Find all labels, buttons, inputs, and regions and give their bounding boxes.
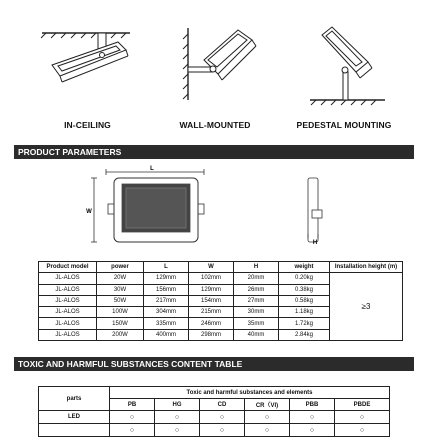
col-w: W: [189, 262, 234, 273]
col-weight: weight: [279, 262, 330, 273]
mounting-options: [0, 0, 430, 140]
cell-w: 246mm: [189, 318, 234, 329]
cell-h: 26mm: [234, 284, 279, 295]
in-ceiling-illustration: [41, 33, 130, 82]
col-pb: PB: [110, 399, 155, 411]
product-parameters-table: [38, 261, 403, 341]
mounting-illustrations: [0, 0, 430, 115]
cell-mark: ○: [200, 424, 245, 437]
dimension-drawing: [80, 164, 340, 246]
col-pbde: PBDE: [335, 399, 390, 411]
toxic-substances-header: TOXIC AND HARMFUL SUBSTANCES CONTENT TABLE: [14, 357, 414, 371]
cell-install-height: ≥3: [330, 273, 403, 341]
cell-mark: ○: [155, 411, 200, 424]
cell-w: 102mm: [189, 273, 234, 284]
cell-power: 20W: [97, 273, 144, 284]
in-ceiling-label: IN-CEILING: [64, 120, 111, 130]
product-parameters-header: PRODUCT PARAMETERS: [14, 145, 414, 159]
cell-h: 27mm: [234, 295, 279, 306]
cell-weight: 0.20kg: [279, 273, 330, 284]
col-product-model: Product model: [39, 262, 97, 273]
cell-model: JL-ALOS: [39, 284, 97, 295]
cell-w: 215mm: [189, 307, 234, 318]
cell-model: JL-ALOS: [39, 318, 97, 329]
cell-l: 156mm: [144, 284, 189, 295]
col-cr-vi: CR（VI): [245, 399, 290, 411]
col-hg: HG: [155, 399, 200, 411]
cell-weight: 0.58kg: [279, 295, 330, 306]
toxic-group-header-row: [39, 387, 390, 399]
cell-model: JL-ALOS: [39, 295, 97, 306]
wall-mounted-illustration: [183, 28, 256, 100]
pedestal-mounting-label: PEDESTAL MOUNTING: [296, 120, 392, 130]
cell-weight: 2.84kg: [279, 329, 330, 340]
col-installation-height: Installation height (m): [330, 262, 403, 273]
cell-part: [39, 424, 110, 437]
cell-power: 150W: [97, 318, 144, 329]
cell-weight: 1.72kg: [279, 318, 330, 329]
cell-w: 298mm: [189, 329, 234, 340]
col-cd: CD: [200, 399, 245, 411]
cell-weight: 1.18kg: [279, 307, 330, 318]
cell-weight: 0.38kg: [279, 284, 330, 295]
height-dim-label: H: [312, 240, 318, 246]
cell-power: 200W: [97, 329, 144, 340]
cell-mark: ○: [335, 424, 390, 437]
cell-mark: ○: [335, 411, 390, 424]
table-row: [39, 424, 390, 437]
width-dim-label: W: [86, 209, 92, 215]
cell-mark: ○: [245, 411, 290, 424]
cell-mark: ○: [155, 424, 200, 437]
params-header-row: [39, 262, 403, 273]
cell-l: 304mm: [144, 307, 189, 318]
col-power: power: [97, 262, 144, 273]
col-h: H: [234, 262, 279, 273]
col-l: L: [144, 262, 189, 273]
cell-power: 100W: [97, 307, 144, 318]
col-parts: parts: [39, 387, 110, 411]
cell-mark: ○: [290, 424, 335, 437]
cell-h: 30mm: [234, 307, 279, 318]
cell-mark: ○: [245, 424, 290, 437]
cell-model: JL-ALOS: [39, 307, 97, 318]
cell-power: 50W: [97, 295, 144, 306]
col-pbb: PBB: [290, 399, 335, 411]
pedestal-illustration: [310, 27, 385, 105]
cell-model: JL-ALOS: [39, 273, 97, 284]
table-row: [39, 273, 403, 284]
cell-part: LED: [39, 411, 110, 424]
cell-h: 35mm: [234, 318, 279, 329]
cell-h: 20mm: [234, 273, 279, 284]
cell-mark: ○: [290, 411, 335, 424]
cell-mark: ○: [200, 411, 245, 424]
toxic-substances-table: [38, 386, 390, 437]
cell-l: 217mm: [144, 295, 189, 306]
table-row: [39, 411, 390, 424]
cell-l: 400mm: [144, 329, 189, 340]
cell-mark: ○: [110, 411, 155, 424]
cell-h: 40mm: [234, 329, 279, 340]
toxic-group-header: Toxic and harmful substances and elements: [110, 387, 390, 399]
cell-power: 30W: [97, 284, 144, 295]
wall-mounted-label: WALL-MOUNTED: [179, 120, 251, 130]
length-dim-label: L: [150, 166, 154, 172]
cell-l: 129mm: [144, 273, 189, 284]
cell-w: 154mm: [189, 295, 234, 306]
cell-l: 335mm: [144, 318, 189, 329]
cell-model: JL-ALOS: [39, 329, 97, 340]
cell-mark: ○: [110, 424, 155, 437]
cell-w: 129mm: [189, 284, 234, 295]
